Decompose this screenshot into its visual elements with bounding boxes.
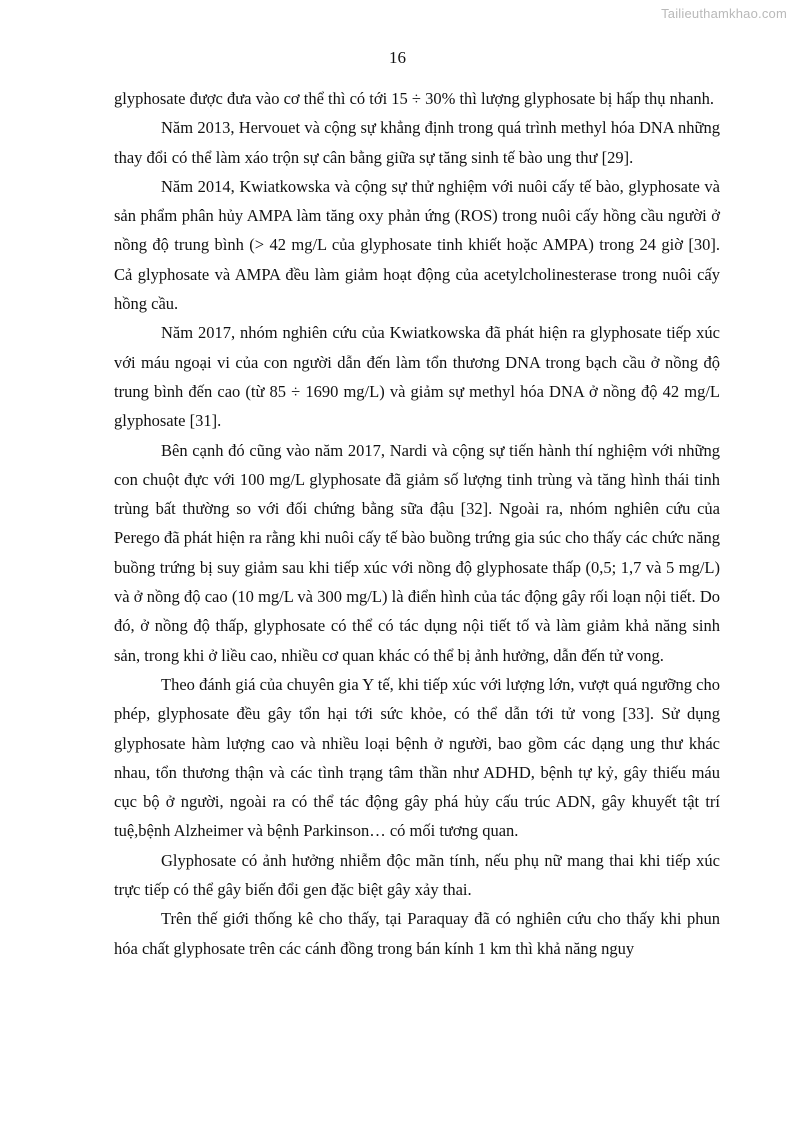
paragraph-kwiatkowska-2014: Năm 2014, Kwiatkowska và cộng sự thử nghiệm với nuôi cấy tế bào, glyphosate và sản phẩm phân hủy AMPA làm tăng oxy phản ứng (ROS) trong nuôi cấy hồng cầu người ở nồng độ trung bình (> 42 mg/L của glyphosate tinh khiết hoặc AMPA) trong 24 giờ [30]. Cả glyphosate và AMPA đều làm giảm hoạt động của acetylcholinesterase trong nuôi cấy hồng cầu.	[114, 176, 720, 314]
paragraph-hervouet-2013: Năm 2013, Hervouet và cộng sự khẳng định trong quá trình methyl hóa DNA những thay đổi có thể làm xáo trộn sự cân bằng giữa sự tăng sinh tế bào ung thư [29].	[114, 118, 720, 167]
paragraph-nardi-perego-2017: Bên cạnh đó cũng vào năm 2017, Nardi và cộng sự tiến hành thí nghiệm với những con chuột đực với 100 mg/L glyphosate đã giảm số lượng tinh trùng và tăng hình thái tinh trùng bất thường so với đối chứng bằng sữa đậu [32]. Ngoài ra, nhóm nghiên cứu của Perego đã phát hiện ra rằng khi nuôi cấy tế bào buồng trứng gia súc cho thấy các chức năng buồng trứng bị suy giảm sau khi tiếp xúc với nồng độ glyphosate thấp (0,5; 1,7 và 5 mg/L) và ở nồng độ cao (10 mg/L và 300 mg/L) là điển hình của tác động gây rối loạn nội tiết. Do đó, ở nồng độ thấp, glyphosate có thể có tác dụng nội tiết tố và làm giảm khả năng sinh sản, trong khi ở liều cao, nhiều cơ quan khác có thể bị ảnh hưởng, dẫn đến tử vong.	[114, 440, 720, 665]
paragraph-continuation: glyphosate được đưa vào cơ thể thì có tới 15 ÷ 30% thì lượng glyphosate bị hấp thụ nhanh.	[114, 89, 715, 108]
paragraph-chronic-toxicity: Glyphosate có ảnh hưởng nhiễm độc mãn tính, nếu phụ nữ mang thai khi tiếp xúc trực tiếp có thể gây biến đổi gen đặc biệt gây xảy thai.	[114, 850, 720, 900]
paragraph-kwiatkowska-2017: Năm 2017, nhóm nghiên cứu của Kwiatkowska đã phát hiện ra glyphosate tiếp xúc với máu ngoại vi của con người dẫn đến làm tổn thương DNA trong bạch cầu ở nồng độ trung bình đến cao (từ 85 ÷ 1690 mg/L) và giảm sự methyl hóa DNA ở nồng độ 42 mg/L glyphosate [31].	[114, 323, 720, 431]
page-number: 16	[389, 48, 406, 67]
watermark: Tailieuthamkhao.com	[661, 6, 787, 21]
document-body	[114, 84, 720, 963]
paragraph-paraguay-study: Trên thế giới thống kê cho thấy, tại Paraquay đã có nghiên cứu cho thấy khi phun hóa chất glyphosate trên các cánh đồng trong bán kính 1 km thì khả năng nguy	[114, 909, 720, 958]
paragraph-health-expert: Theo đánh giá của chuyên gia Y tế, khi tiếp xúc với lượng lớn, vượt quá ngưỡng cho phép, glyphosate đều gây tổn hại tới sức khỏe, có thể dẫn tới tử vong [33]. Sử dụng glyphosate hàm lượng cao và nhiều loại bệnh ở người, bao gồm các dạng ung thư khác nhau, tổn thương thận và các tình trạng tâm thần như ADHD, bệnh tự kỷ, gây thiếu máu cục bộ ở người, ngoài ra có thể tác động gây phá hủy cấu trúc ADN, gây khuyết tật trí tuệ,bệnh Alzheimer và bệnh Parkinson… có mối tương quan.	[114, 674, 720, 841]
